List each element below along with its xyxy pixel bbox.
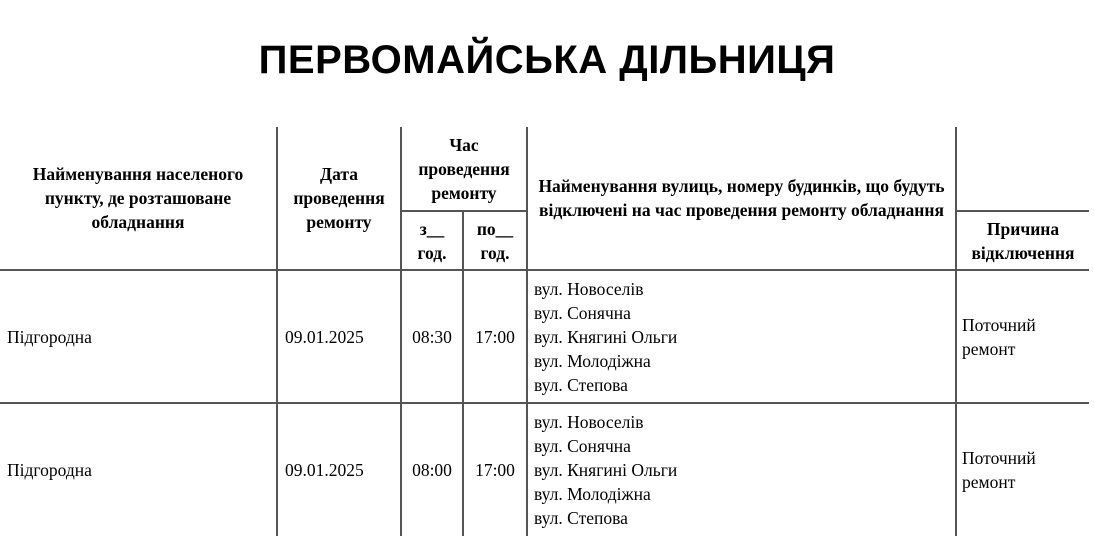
reason-cell: Поточний ремонт	[956, 270, 1089, 403]
streets-cell	[527, 270, 956, 403]
street-item: вул. Княгині Ольги	[534, 326, 678, 347]
street-item: вул. Молодіжна	[534, 350, 651, 371]
outage-schedule-table	[0, 127, 1089, 536]
street-item: вул. Новоселів	[534, 278, 644, 299]
header-streets: Найменування вулиць, номеру будинків, що будуть відключені на час проведення ремонту обладнання	[527, 127, 956, 270]
settlement-cell: Підгородна	[0, 270, 277, 403]
header-to: по__ год.	[463, 211, 527, 270]
header-time: Час проведення ремонту	[401, 127, 527, 211]
street-item: вул. Сонячна	[534, 436, 631, 456]
header-settlement: Найменування населеного пункту, де розташоване обладнання	[0, 127, 277, 270]
date-cell: 09.01.2025	[277, 403, 401, 536]
page-title: ПЕРВОМАЙСЬКА ДІЛЬНИЦЯ	[258, 38, 836, 82]
date-cell: 09.01.2025	[277, 270, 401, 403]
time-to-cell: 17:00	[463, 270, 527, 403]
table-row	[0, 270, 1089, 403]
street-item: вул. Степова	[534, 374, 628, 395]
time-from-cell: 08:30	[401, 270, 463, 403]
header-date: Дата проведення ремонту	[277, 127, 401, 270]
header-from: з__ год.	[401, 211, 463, 270]
streets-cell	[527, 403, 956, 536]
street-item: вул. Новоселів	[534, 412, 644, 432]
header-blank-cell	[956, 127, 1089, 211]
table-row	[0, 403, 1089, 536]
reason-cell: Поточний ремонт	[962, 448, 1036, 492]
street-item: вул. Степова	[534, 508, 628, 528]
time-from-cell: 08:00	[401, 403, 463, 536]
header-reason: Причина відключення	[956, 211, 1089, 270]
settlement-cell: Підгородна	[0, 403, 277, 536]
street-item: вул. Княгині Ольги	[534, 460, 678, 480]
time-to-cell: 17:00	[463, 403, 527, 536]
street-item: вул. Молодіжна	[534, 484, 651, 504]
street-item: вул. Сонячна	[534, 302, 631, 323]
